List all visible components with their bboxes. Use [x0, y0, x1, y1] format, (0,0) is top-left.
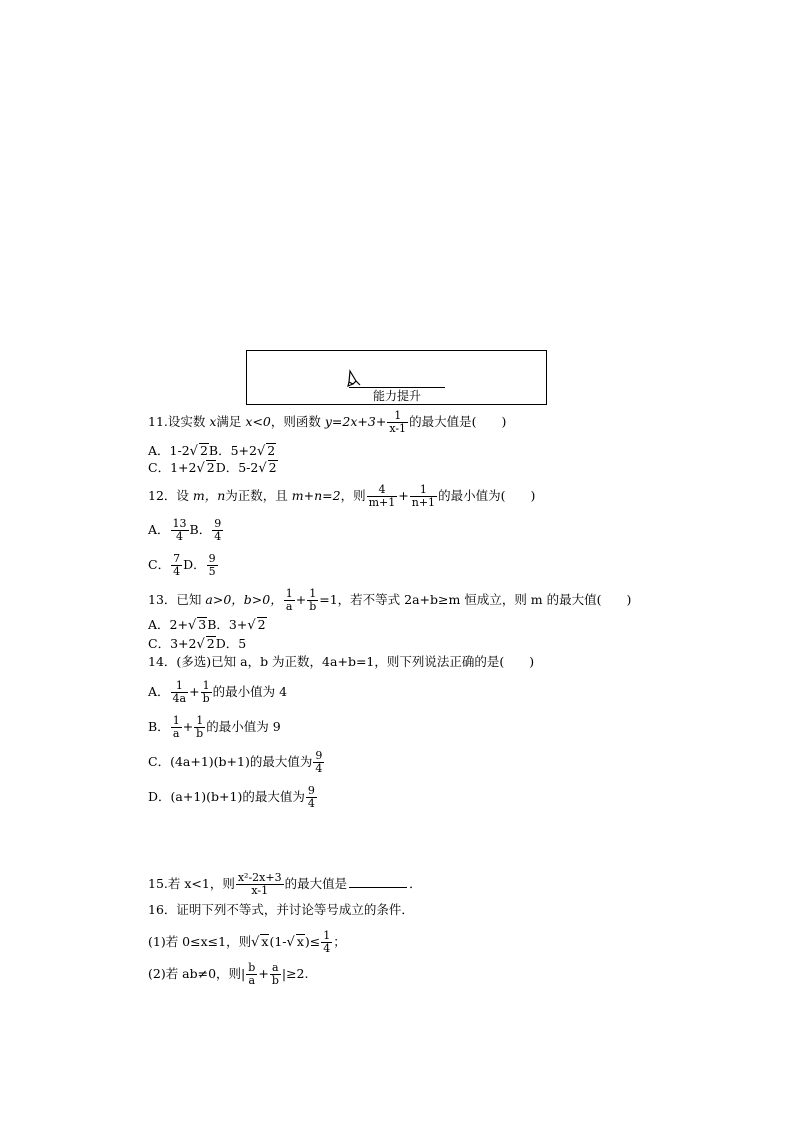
- q16-part-1: (1)若 0≤x≤1，则√ x(1-√ x)≤ $\frac{1}{4}$ ；: [148, 929, 346, 955]
- section-title: 能力提升: [349, 387, 445, 404]
- pencil-icon: [347, 369, 361, 387]
- section-header-box: [246, 350, 547, 405]
- q13-options-ab: A．2+√ 3B．3+√ 2: [148, 617, 266, 633]
- q14-option-d: D．(a+1)(b+1)的最大值为 $\frac{9}{4}$: [148, 784, 315, 810]
- q13-stem: 13．已知 a>0，b>0， $\frac{1}{a}$ + $\frac{1}{b}$ =1，若不等式 2a+b≥m 恒成立，则 m 的最大值( ): [148, 587, 632, 613]
- q14-option-a: A． $\frac{1}{4a}$ + $\frac{1}{b}$ 的最小值为 4: [148, 679, 288, 705]
- q16-part-2: (2)若 ab≠0，则| $\frac{b}{a}$ + $\frac{a}{b}$ |≥2.: [148, 961, 309, 987]
- q11-options-cd: C．1+2√ 2D．5-2√ 2: [148, 460, 277, 476]
- q15-stem: 15.若 x<1，则 $\frac{\text{x²-2x+3}}{x-1}$ 的最大值是 ．: [148, 871, 422, 897]
- answer-blank: [349, 875, 407, 888]
- q13-options-cd: C．3+2√ 2D．5: [148, 636, 247, 652]
- q12-options-ab: A． $\frac{13}{4}$ B． $\frac{9}{4}$: [148, 517, 222, 543]
- q11-stem: 11.设实数 x满足 x<0，则函数 y=2x+3+ $\frac{1}{x-1}$ 的最大值是( ): [148, 409, 507, 435]
- q14-option-b: B． $\frac{1}{a}$ + $\frac{1}{b}$ 的最小值为 9: [148, 714, 281, 740]
- q12-options-cd: C． $\frac{7}{4}$ D． $\frac{9}{5}$: [148, 552, 216, 578]
- q11-options-ab: A．1-2√ 2B．5+2√ 2: [148, 443, 276, 459]
- q16-stem: 16．证明下列不等式，并讨论等号成立的条件．: [148, 902, 414, 917]
- q12-stem: 12．设 m，n为正数，且 m+n=2，则 $\frac{4}{m+1}$ + $\frac{1}{n+1}$ 的最小值为( ): [148, 483, 536, 509]
- q11-fraction: $\frac{1}{x-1}$: [389, 409, 407, 435]
- q14-stem: 14．(多选)已知 a，b 为正数，4a+b=1，则下列说法正确的是( ): [148, 654, 535, 669]
- q14-option-c: C．(4a+1)(b+1)的最大值为 $\frac{9}{4}$: [148, 749, 323, 775]
